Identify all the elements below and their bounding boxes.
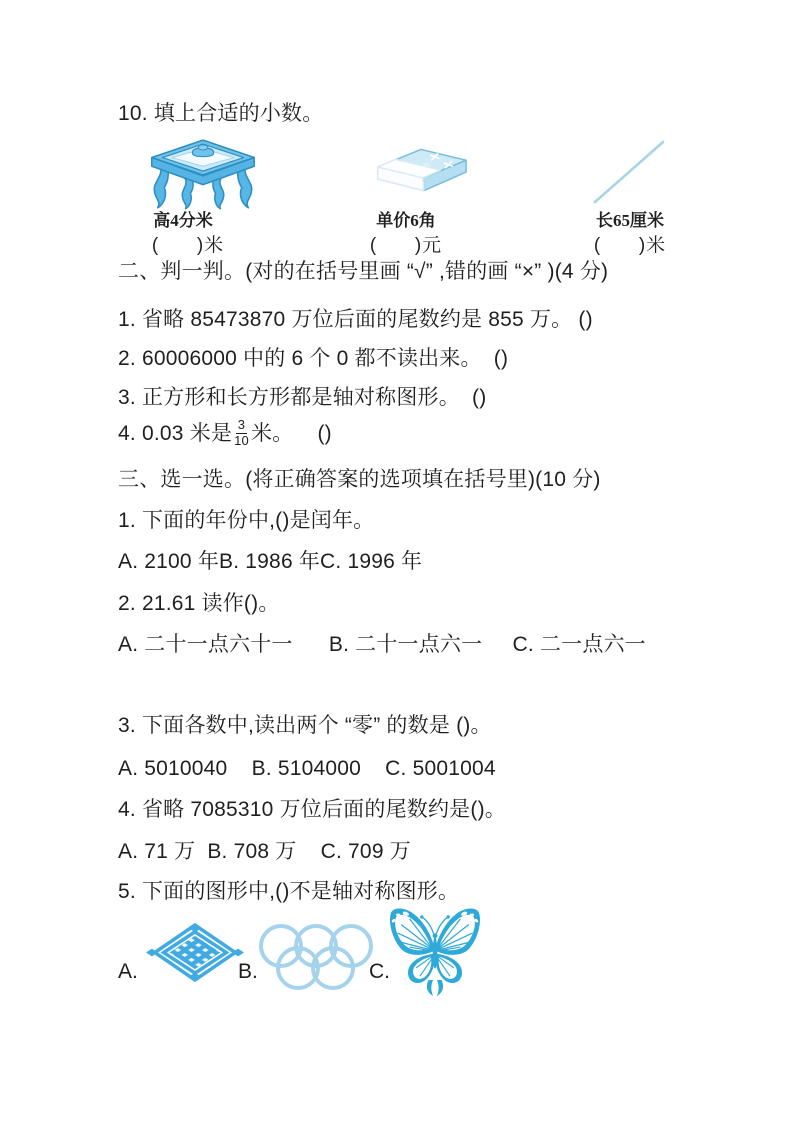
fraction-denominator: 10 [234, 432, 249, 448]
choice-q4-options: A. 71 万 B. 708 万 C. 709 万 [118, 840, 411, 863]
item-answer-blank: ( )米 [593, 235, 667, 256]
choice-section-heading: 三、选一选。(将正确答案的选项填在括号里)(10 分) [118, 468, 601, 491]
choice-q2: 2. 21.61 读作()。 [118, 592, 280, 615]
choice-q2-options: A. 二十一点六十一 B. 二十一点六一 C. 二一点六一 [118, 633, 646, 656]
fraction-numerator: 3 [237, 417, 246, 433]
eraser-icon [362, 143, 472, 207]
judge-q3: 3. 正方形和长方形都是轴对称图形。 () [118, 386, 487, 409]
choice-q5-option-c: C. [369, 960, 390, 983]
judge-q2: 2. 60006000 中的 6 个 0 都不读出来。 () [118, 347, 509, 370]
table-icon [146, 132, 260, 214]
judge-q4-prefix: 4. 0.03 米是 [118, 421, 233, 445]
choice-q4: 4. 省略 7085310 万位后面的尾数约是()。 [118, 798, 506, 821]
olympic-rings-icon [257, 920, 373, 994]
fraction [234, 418, 249, 448]
judge-q4 [118, 414, 332, 452]
question-10-title: 10. 填上合适的小数。 [118, 102, 324, 125]
choice-q1: 1. 下面的年份中,()是闰年。 [118, 509, 375, 532]
butterfly-icon [388, 897, 482, 999]
judge-section-heading: 二、判一判。(对的在括号里画 “√” ,错的画 “×” )(4 分) [118, 260, 609, 283]
item-measure-label: 单价6角 [376, 211, 436, 230]
choice-q3-options: A. 5010040 B. 5104000 C. 5001004 [118, 757, 496, 780]
choice-q5-option-b: B. [238, 960, 258, 983]
item-answer-blank: ( )元 [369, 235, 443, 256]
choice-q3: 3. 下面各数中,读出两个 “零” 的数是 ()。 [118, 714, 492, 737]
item-measure-label: 长65厘米 [596, 211, 664, 230]
ruler-line-icon [588, 136, 670, 208]
item-answer-blank: ( )米 [151, 235, 225, 256]
choice-q5-option-a: A. [118, 960, 138, 983]
choice-q1-options: A. 2100 年B. 1986 年C. 1996 年 [118, 550, 423, 573]
choice-q5: 5. 下面的图形中,()不是轴对称图形。 [118, 880, 460, 903]
judge-q1: 1. 省略 85473870 万位后面的尾数约是 855 万。 () [118, 308, 593, 331]
chinese-knot-icon [146, 922, 244, 983]
item-measure-label: 高4分米 [153, 211, 213, 230]
judge-q4-suffix: 米。 () [250, 421, 332, 445]
